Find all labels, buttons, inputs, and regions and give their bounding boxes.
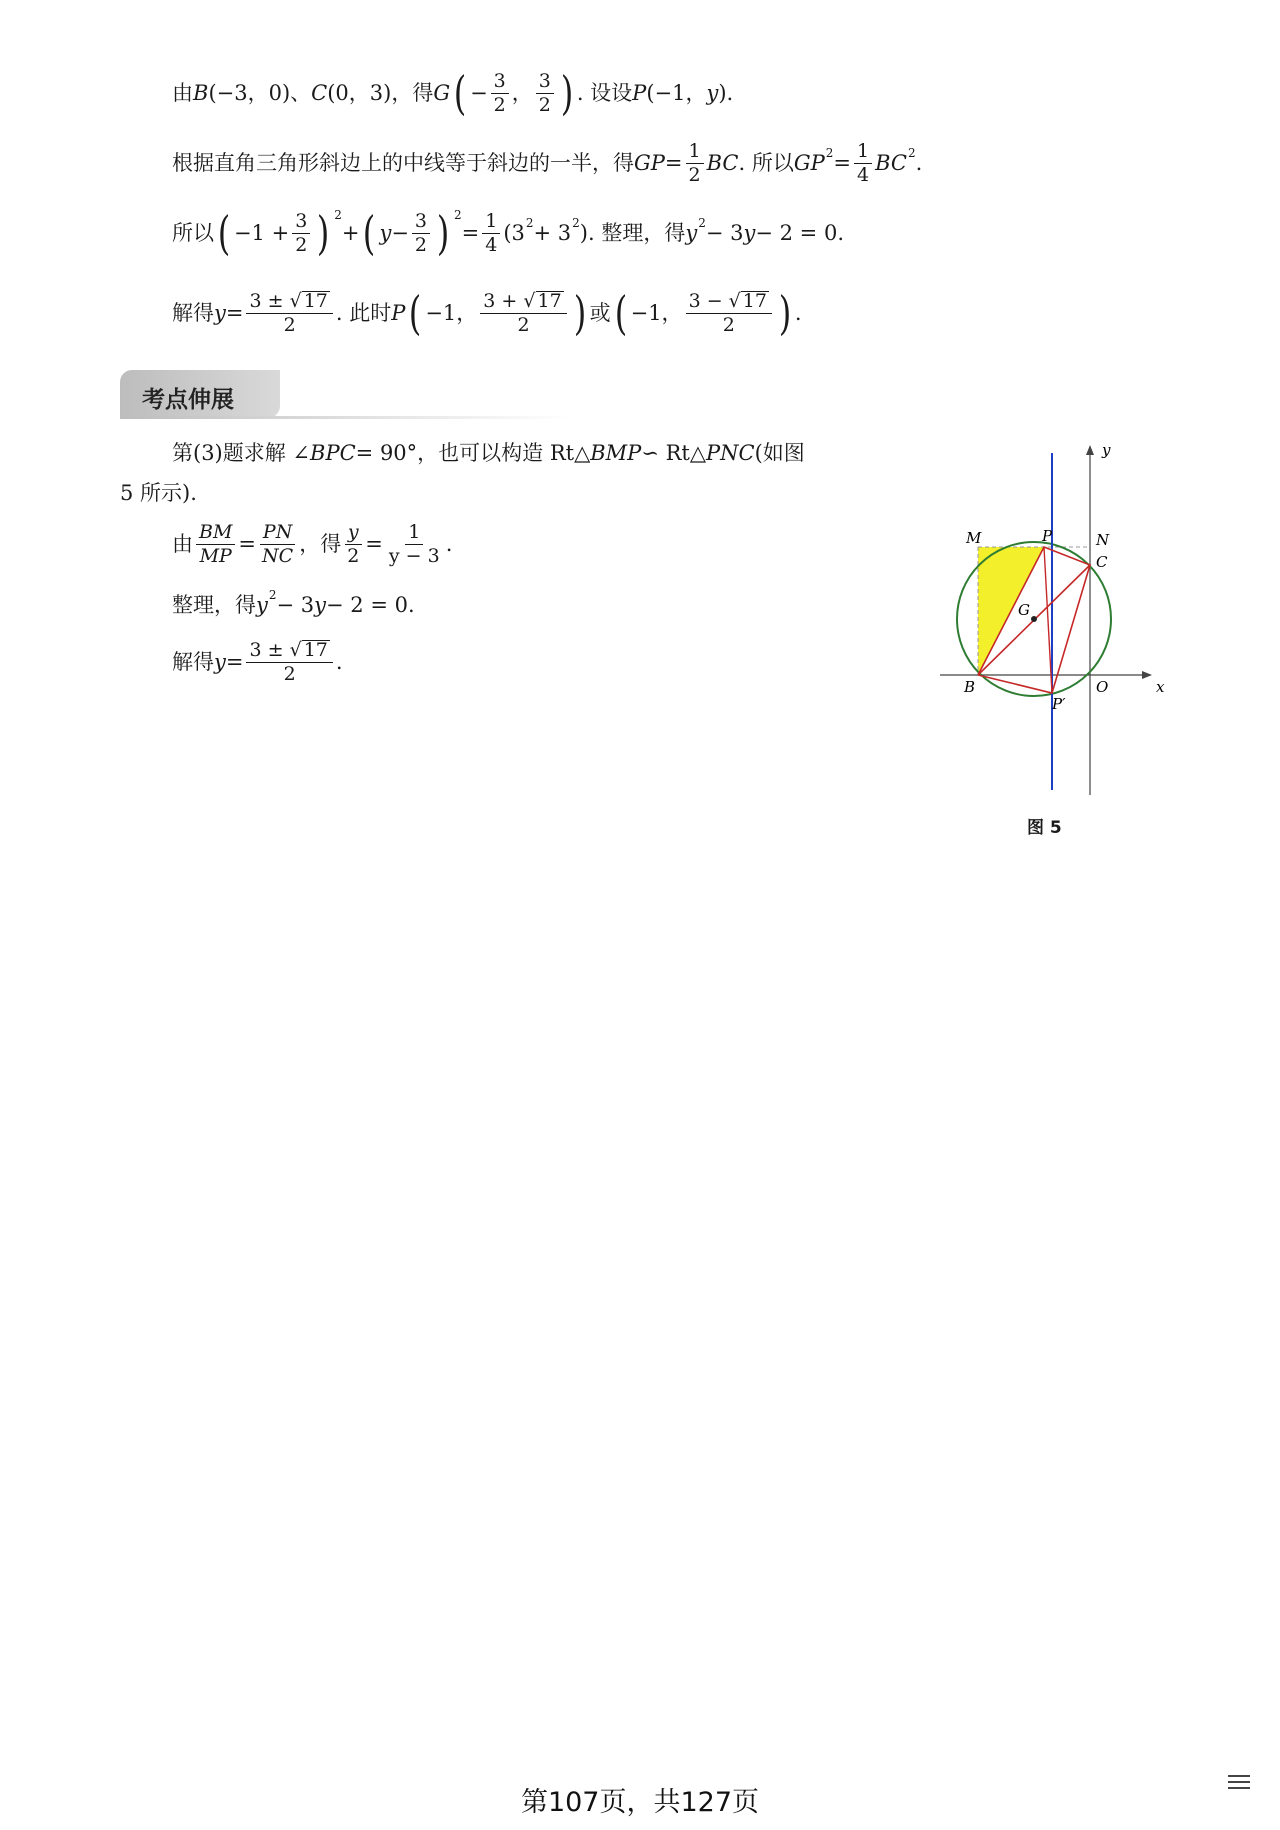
fraction: $\frac{y}{2}$ xyxy=(344,523,362,566)
label-p-prime: P′ xyxy=(1052,695,1066,713)
section-line-1: 第(3)题求解 ∠ BPC = 90°，也可以构造 Rt△ BMP ∽ Rt△ PNC (如图 xyxy=(172,440,805,465)
equation-line-4: 解得 y = 3 ± √ 17 2 . 此时 P ( −1， 3 + √ 17 2 ) 或 ( −1， 3 − √ 17 2 ) . xyxy=(172,286,802,340)
fraction: 3 − √ 17 2 xyxy=(686,291,772,335)
fraction: $\frac{PN}{NC}$ xyxy=(259,523,296,566)
fraction: $\frac{BM}{MP}$ xyxy=(196,523,235,566)
label-g: G xyxy=(1018,601,1030,619)
fraction: 3 + √ 17 2 xyxy=(480,291,566,335)
label-b: B xyxy=(964,678,976,696)
section-title: 考点伸展 xyxy=(142,387,234,413)
fraction: $\frac{1}{4}$ xyxy=(854,142,872,185)
label-x: x xyxy=(1156,678,1165,696)
label-m: M xyxy=(966,529,982,547)
label-n: N xyxy=(1096,531,1110,549)
fraction: 3 ± √ 17 2 xyxy=(246,291,332,335)
section-header xyxy=(120,370,280,418)
fraction: $\frac{1}{4}$ xyxy=(482,212,500,255)
fraction: $\frac{1}{y - 3}$ xyxy=(388,520,440,567)
fraction: $\frac{3}{2}$ xyxy=(412,212,430,255)
label-o: O xyxy=(1096,678,1109,696)
section-line-2: 5 所示). xyxy=(120,480,197,505)
red-line-pp xyxy=(1044,547,1052,693)
label-y: y xyxy=(1102,445,1111,459)
page-indicator: 第107页，共127页 xyxy=(520,1787,760,1818)
section-line-4: 整理，得 y 2 − 3 y − 2 = 0. xyxy=(172,588,415,617)
fraction: $\frac{1}{2}$ xyxy=(686,142,704,185)
section-line-3: 由 $\frac{BM}{MP}$ = $\frac{PN}{NC}$ ，得 $\frac{y}{2}$ = $\frac{1}{y - 3}$ . xyxy=(172,520,453,567)
geometry-figure xyxy=(930,445,1170,805)
x-axis-arrow xyxy=(1142,671,1152,679)
section-line-5: 解得 y = 3 ± √ 17 2 . xyxy=(172,639,343,685)
menu-icon[interactable] xyxy=(1228,1775,1250,1797)
equation-line-3: 所以 ( −1 + $\frac{3}{2}$ ) 2 + ( y − $\frac{3}{2}$ ) 2 = $\frac{1}{4}$ (3 2 + 3 2 ). 整理，得 y 2 − 3 y − 2 = 0. xyxy=(172,206,844,260)
section-divider xyxy=(120,416,570,419)
fraction: 3 ± √ 17 2 xyxy=(246,640,332,684)
fraction: $\frac{3}{2}$ xyxy=(536,72,554,115)
point-g xyxy=(1031,616,1037,622)
y-axis-arrow xyxy=(1086,445,1094,455)
label-p: P xyxy=(1042,527,1053,545)
equation-line-2: 根据直角三角形斜边上的中线等于斜边的一半，得 GP = $\frac{1}{2}$ BC . 所以 GP 2 = $\frac{1}{4}$ BC 2 . xyxy=(172,139,923,186)
fraction: $\frac{3}{2}$ xyxy=(292,212,310,255)
label-c: C xyxy=(1096,553,1108,571)
equation-line-1: 由 B (−3，0)、 C (0，3)，得 G ( − $\frac{3}{2}$ ， $\frac{3}{2}$ ) . 设设 P (−1， y ). xyxy=(172,66,734,120)
figure-caption: 图 5 xyxy=(1027,818,1062,838)
fraction: $\frac{3}{2}$ xyxy=(491,72,509,115)
